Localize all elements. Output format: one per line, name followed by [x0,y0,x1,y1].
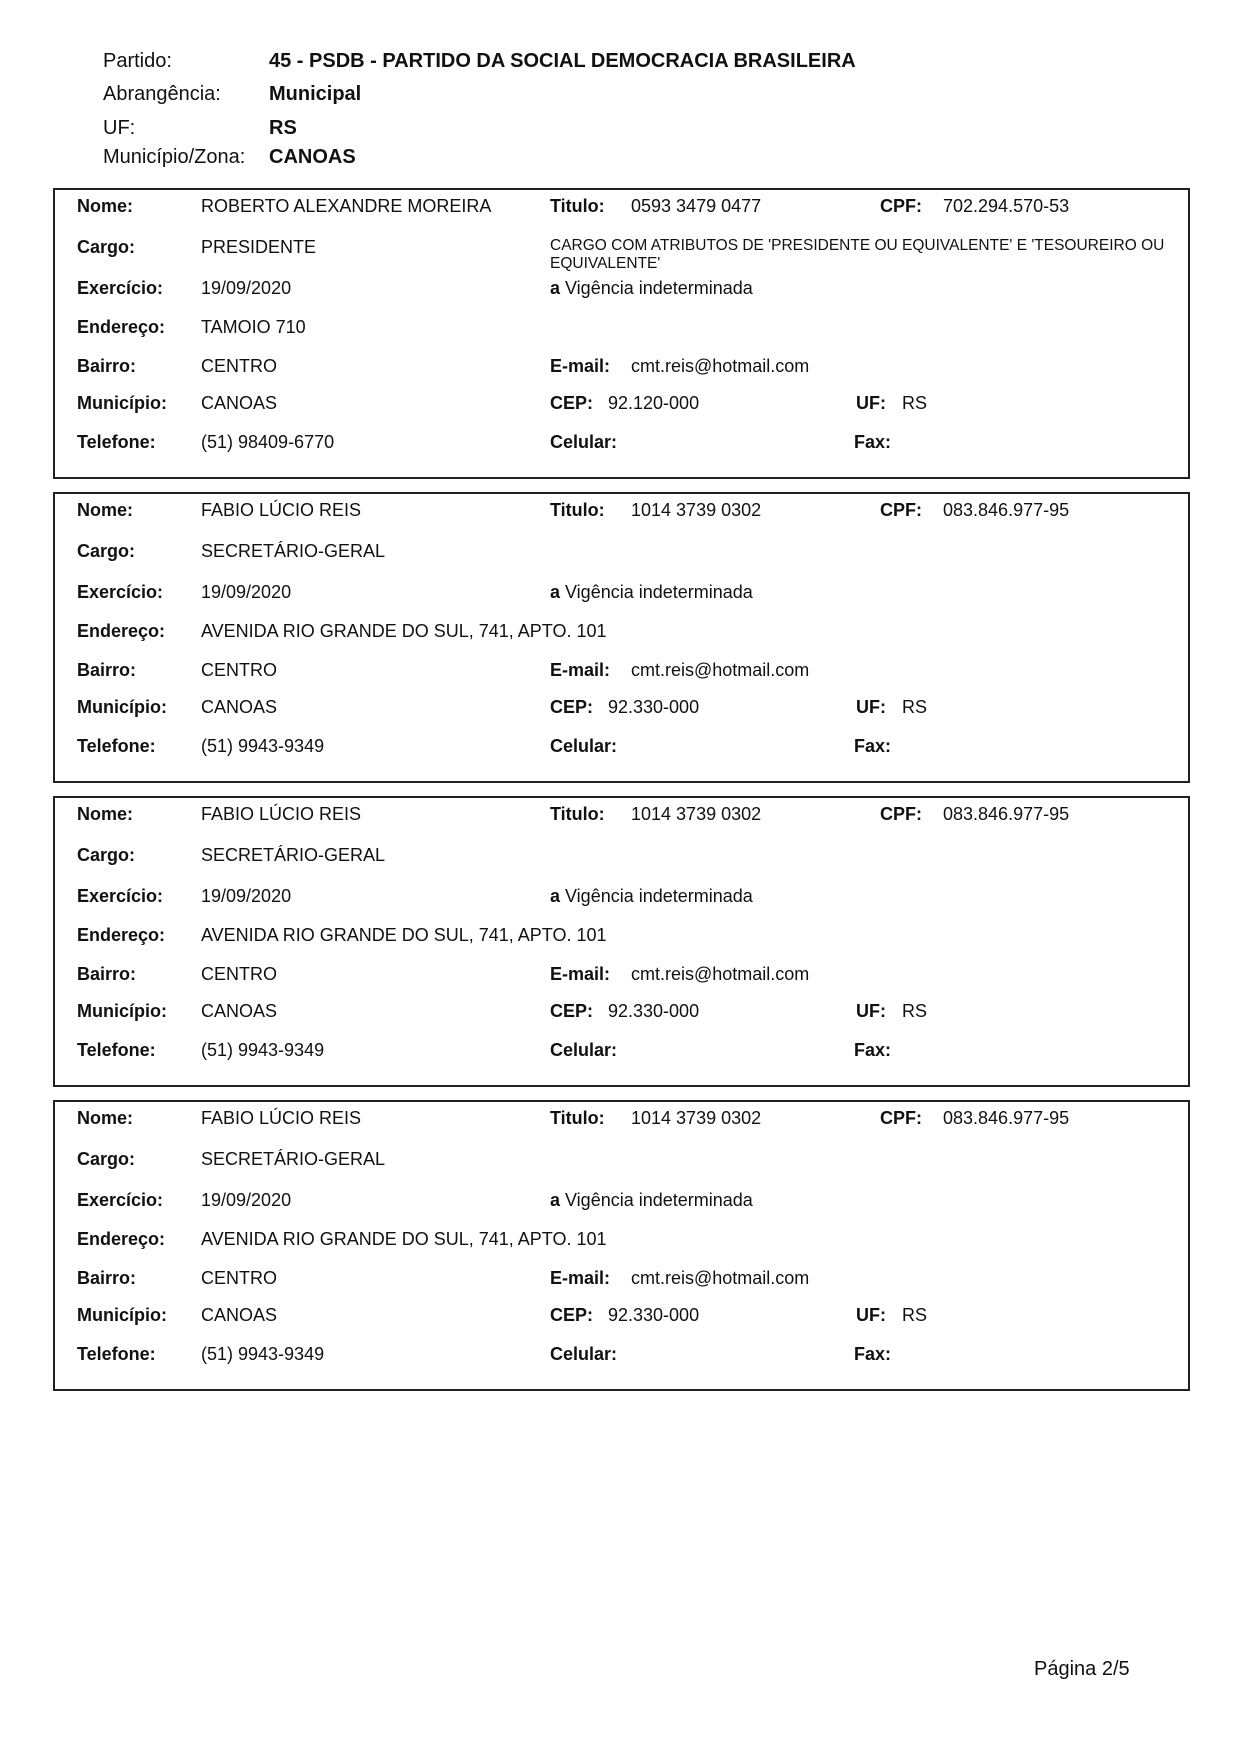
celular-label: Celular: [550,1344,618,1364]
exercicio-value: 19/09/2020 [201,278,292,298]
cep-value: 92.330-000 [608,697,700,717]
exercicio-label: Exercício: [77,886,164,906]
bairro-value: CENTRO [201,660,277,680]
uf-value: RS [902,393,928,413]
telefone-value: (51) 9943-9349 [201,1344,325,1364]
cargo-value: SECRETÁRIO-GERAL [201,541,386,561]
municipio-zona-value: CANOAS [269,146,356,168]
email-value: cmt.reis@hotmail.com [631,660,810,680]
exercicio-value: 19/09/2020 [201,582,292,602]
email-label: E-mail: [550,964,611,984]
nome-value: FABIO LÚCIO REIS [201,1108,362,1128]
titulo-value: 1014 3739 0302 [631,500,762,520]
bairro-value: CENTRO [201,356,277,376]
celular-label: Celular: [550,1040,618,1060]
vigencia-a-label: a [550,278,561,298]
email-label: E-mail: [550,356,611,376]
abrangencia-label: Abrangência: [103,83,221,105]
endereco-value: TAMOIO 710 [201,317,306,337]
cpf-label: CPF: [880,1108,922,1128]
titulo-label: Titulo: [550,804,605,824]
exercicio-label: Exercício: [77,582,164,602]
municipio-label: Município: [77,697,167,717]
bairro-label: Bairro: [77,1268,137,1288]
cep-label: CEP: [550,1001,594,1021]
cpf-value: 702.294.570-53 [943,196,1070,216]
email-value: cmt.reis@hotmail.com [631,356,810,376]
titulo-label: Titulo: [550,500,605,520]
uf-value: RS [269,117,297,139]
nome-value: FABIO LÚCIO REIS [201,804,362,824]
cargo-label: Cargo: [77,1149,135,1169]
partido-value: 45 - PSDB - PARTIDO DA SOCIAL DEMOCRACIA BRASILEIRA [269,50,856,72]
uf-label: UF: [856,1001,886,1021]
bairro-label: Bairro: [77,660,137,680]
cargo-value: PRESIDENTE [201,237,317,257]
email-value: cmt.reis@hotmail.com [631,964,810,984]
bairro-value: CENTRO [201,1268,277,1288]
vigencia-a-label: a [550,582,561,602]
fax-label: Fax: [854,736,892,756]
telefone-label: Telefone: [77,736,156,756]
uf-value: RS [902,697,928,717]
cep-label: CEP: [550,697,594,717]
report-header [0,0,1240,180]
titulo-value: 1014 3739 0302 [631,1108,762,1128]
titulo-label: Titulo: [550,196,605,216]
bairro-value: CENTRO [201,964,277,984]
telefone-label: Telefone: [77,1344,156,1364]
cep-value: 92.330-000 [608,1305,700,1325]
exercicio-value: 19/09/2020 [201,886,292,906]
exercicio-value: 19/09/2020 [201,1190,292,1210]
telefone-label: Telefone: [77,432,156,452]
cpf-value: 083.846.977-95 [943,500,1070,520]
telefone-value: (51) 98409-6770 [201,432,335,452]
cargo-label: Cargo: [77,237,135,257]
page-number: Página 2/5 [1034,1658,1130,1680]
municipio-label: Município: [77,393,167,413]
fax-label: Fax: [854,432,892,452]
fax-label: Fax: [854,1040,892,1060]
cpf-label: CPF: [880,500,922,520]
vigencia-value: Vigência indeterminada [565,1190,753,1210]
cep-value: 92.330-000 [608,1001,700,1021]
exercicio-label: Exercício: [77,278,164,298]
uf-label: UF: [103,117,136,139]
nome-label: Nome: [77,196,134,216]
cargo-label: Cargo: [77,541,135,561]
member-card [53,796,1190,1087]
endereco-value: AVENIDA RIO GRANDE DO SUL, 741, APTO. 101 [201,1229,607,1249]
nome-value: FABIO LÚCIO REIS [201,500,362,520]
municipio-value: CANOAS [201,393,278,413]
abrangencia-value: Municipal [269,83,362,105]
endereco-label: Endereço: [77,925,166,945]
nome-label: Nome: [77,804,134,824]
municipio-value: CANOAS [201,1001,278,1021]
celular-label: Celular: [550,736,618,756]
exercicio-label: Exercício: [77,1190,164,1210]
vigencia-a-label: a [550,1190,561,1210]
fax-label: Fax: [854,1344,892,1364]
municipio-zona-label: Município/Zona: [103,146,246,168]
bairro-label: Bairro: [77,964,137,984]
email-value: cmt.reis@hotmail.com [631,1268,810,1288]
uf-label: UF: [856,697,886,717]
cpf-value: 083.846.977-95 [943,1108,1070,1128]
vigencia-a-label: a [550,886,561,906]
endereco-value: AVENIDA RIO GRANDE DO SUL, 741, APTO. 101 [201,621,607,641]
member-card [53,492,1190,783]
endereco-label: Endereço: [77,317,166,337]
cep-label: CEP: [550,393,594,413]
titulo-value: 0593 3479 0477 [631,196,762,216]
titulo-label: Titulo: [550,1108,605,1128]
vigencia-value: Vigência indeterminada [565,582,753,602]
telefone-value: (51) 9943-9349 [201,736,325,756]
member-card [53,1100,1190,1391]
endereco-label: Endereço: [77,621,166,641]
cpf-label: CPF: [880,804,922,824]
nome-label: Nome: [77,1108,134,1128]
cpf-value: 083.846.977-95 [943,804,1070,824]
cpf-label: CPF: [880,196,922,216]
uf-label: UF: [856,393,886,413]
cep-value: 92.120-000 [608,393,700,413]
nome-label: Nome: [77,500,134,520]
cargo-label: Cargo: [77,845,135,865]
vigencia-value: Vigência indeterminada [565,886,753,906]
nome-value: ROBERTO ALEXANDRE MOREIRA [201,196,492,216]
cargo-note: CARGO COM ATRIBUTOS DE 'PRESIDENTE OU EQUIVALENTE' E 'TESOUREIRO OU EQUIVALENTE' [550,237,1165,272]
municipio-label: Município: [77,1001,167,1021]
telefone-value: (51) 9943-9349 [201,1040,325,1060]
municipio-value: CANOAS [201,697,278,717]
uf-value: RS [902,1001,928,1021]
cep-label: CEP: [550,1305,594,1325]
email-label: E-mail: [550,1268,611,1288]
uf-value: RS [902,1305,928,1325]
bairro-label: Bairro: [77,356,137,376]
endereco-value: AVENIDA RIO GRANDE DO SUL, 741, APTO. 101 [201,925,607,945]
municipio-label: Município: [77,1305,167,1325]
celular-label: Celular: [550,432,618,452]
member-card [53,188,1190,479]
municipio-value: CANOAS [201,1305,278,1325]
email-label: E-mail: [550,660,611,680]
telefone-label: Telefone: [77,1040,156,1060]
cargo-value: SECRETÁRIO-GERAL [201,1149,386,1169]
endereco-label: Endereço: [77,1229,166,1249]
partido-label: Partido: [103,50,172,72]
uf-label: UF: [856,1305,886,1325]
cargo-value: SECRETÁRIO-GERAL [201,845,386,865]
vigencia-value: Vigência indeterminada [565,278,753,298]
titulo-value: 1014 3739 0302 [631,804,762,824]
